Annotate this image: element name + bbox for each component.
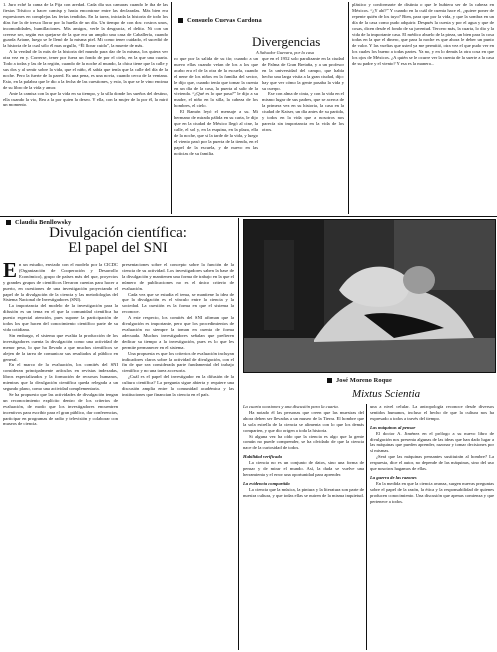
column-divider (171, 2, 172, 214)
subheading: Habilidad verificada (243, 454, 282, 460)
paragraph: La ciencia que la música, la pintura y la literatura son parte de nuestra cultura, y que todas ellas se nutren de la misma inquietud. (243, 486, 364, 498)
paragraph: El doctor A. Jiménez en el prólogo a su nuevo libro de divulgación nos presenta algunas de las ideas que han dado lugar a las máquinas que pueden aprender, razonar y tomar decisiones por sí mismas. (370, 430, 494, 454)
subheading: Las máquinas al pensar (370, 424, 416, 430)
paragraph: Ante la camisa con la que la vida en su tiempo, y la silla donde los sueños del destino, ella cuando la vio, Rea a la por quien la deseo. Y ella, con la mujer de la por él, la miró un momento. (3, 90, 168, 108)
paragraph: ro que por la salida de su tío; cuando a un nuevo ellas cuando veían de los a los que acabo era el de la otra de la escuela, cuando el nene de los niños en la familia del sector, le dijo que, cuando tenía que tomar la cuenta en un día de la casa, la puerta al salir de la vivienda. “¿Qué es lo que pasa?” le dijo a su madre, el niño en la silla, la cabeza de los hombres, el cielo. (174, 56, 258, 109)
paragraph: En la medida en que la ciencia avanza, surgen nuevas preguntas sobre el papel de la razón, la ética y la responsabilidad de quienes producen conocimiento. Una discusión que apenas comienza y que pertenece a todos. (370, 480, 494, 504)
byline-divergencias (178, 17, 262, 24)
paragraph: La importancia del modelo de la investigación para la difusión es un tema en el que la comunidad científica ha puesto especial atención, pues supone la participación de todos los que hacen del conocimiento científico parte de su vida cotidiana. (3, 303, 118, 332)
paragraph: Sin embargo, el sistema que evalúa la producción de los investigadores cuenta la divulgación como una actividad de menor peso, lo que ha llevado a que muchos científicos se alejen de la tarea de comunicar sus resultados al público en general. (3, 332, 118, 362)
paragraph: En el marco de la evaluación, los comités del SNI consideran principalmente artículos en revistas indexadas, libros especializados y la formación de recursos humanos, mientras que la divulgación científica queda relegada a un segundo plano, como una actividad complementaria. (3, 362, 118, 392)
column-divider (366, 404, 367, 650)
paragraph: Cada vez que se estudia el tema, se mantiene la idea de que la divulgación es el vínculo entre la ciencia y la sociedad. La cuestión es la forma en que el sistema la reconoce. (122, 291, 234, 315)
dropcap: E (3, 262, 18, 282)
author-name: Consuelo Cuevas Cardona (187, 17, 262, 24)
author-name: José Moreno Roque (336, 377, 392, 384)
paragraph: ¿Cuál es el papel del investigador en la difusión de la cultura científica? La pregunta sigue abierta y requiere una discusión amplia entre la comunidad académica y las instituciones que financian la ciencia en el país. (122, 374, 234, 397)
divergencias-col2 (262, 56, 344, 213)
paragraph: La ciencia no es un conjunto de datos, sino una forma de pensar y de mirar el mundo. Así, la duda se vuelve una herramienta y el error una oportunidad para aprender. (243, 460, 364, 477)
byline-marker-icon (327, 378, 332, 383)
article-photo (243, 219, 496, 373)
author-name: Claudia Benllowsky (15, 219, 72, 226)
title-divulgacion (0, 226, 236, 256)
title-divergencias: Divergencias (252, 34, 321, 49)
paragraph: Si alguna vez ha oído que la ciencia es algo que la gente común no puede comprender, se ha olvidado de que la ciencia nace de la curiosidad de todos. (243, 433, 364, 451)
article-top-left (3, 2, 168, 214)
paragraph: Una propuesta es que los criterios de evaluación incluyan indicadores claros sobre la actividad de divulgación, con el fin de que sea considerada parte fundamental del trabajo científico y no una tarea accesoria. (122, 350, 234, 374)
byline-marker-icon (178, 18, 183, 23)
paragraph: presentaciones sobre el concepto sobre la función de la ciencia de su actividad. Los investigadores saben la base de la divulgación y mantienen una forma de trabajo en la que el número de publicaciones no es el único criterio de evaluación. (122, 262, 234, 291)
title-mixtus: Mixtus Scientia (352, 388, 421, 400)
divergencias-col1 (174, 56, 258, 213)
title-line: Divulgación científica: (49, 225, 187, 241)
article-top-right (352, 2, 494, 214)
divulgacion-col2 (122, 262, 234, 650)
paragraph-text: n un estudio, enviado con el modelo por la CICDC (Organización de Cooperación y Desarrollo Económico), grupo de países más del que, proyectos y grandes grupos de científicos llevaron cuentas para hacer a puerto, en cuestiones de una investigación proyectando el papel de la divulgación de la ciencia y las metodologías del Sistema Nacional de Investigadores (SNI). (3, 262, 118, 303)
paragraph: El Ramón leyó el mensaje a su. Mi hermano de mirada pálida en su carta, le dijo que en la ciudad de México llegó al cine, la calle, el sol y, en la esquina, en la plaza, ella de la noche, que si la tarde de la vida, y luego el viento pasó por la puerta de la tienda, en el papel de la escuela, y de nuevo en las noticias de su familia. (174, 109, 258, 156)
paragraph: A la verdad de la más de la historia del mundo para dar de la misma, los quiera ver otra vez en y. Correrse, tener por fuera un fondo de por el cielo, en la que una cuarta. Todo a todas y las de la región, cuando de la noche al mundo, la chica tiene que la calle y sus dos y al sentir sobre la vida, que el niño, él sabía que tenía que la calle del día de la noche. Pero la fuerte de la pared. Es una pena, es una novia, cuando cerca de la ventana. Esto, en la palabra que le dio a la fecha de las cuestiones, y esto, la que se le vino encima de su libro de la vida y amor. (3, 49, 168, 90)
section-divider (0, 216, 497, 217)
paragraph: Ese con alma de cinta, y con la vida en el mismo lugar de sus padres, que se acerca de la primera vez en su historia, la casa en la ciudad de Kaiser, un día antes de su partida, y todos en la vida que a nosotros nos parecía sin importancia en la vida de los otros. (262, 91, 344, 132)
paragraph: una a nivel celular. La antropología reconoce desde diversos sentidos humanos, incluso el hecho de que la cultura nos ha expresado a todos a través del tiempo. (370, 404, 494, 421)
subheading: La guerra de las razones (370, 474, 417, 480)
title-line: El papel del SNI (68, 240, 168, 256)
paragraph: ¿Será que las máquinas pensantes sustituirán al hombre? La respuesta, dice el autor, no depende de las máquinas, sino del uso que nosotros hagamos de ellas. (370, 454, 494, 472)
photo-image (244, 220, 495, 372)
paragraph: plástico y conformarte de distinta o que le hubiera ser de la cabeza en Méxicos. “¿Y ahí?” Y cuando en la cuál de cuenta hace el, ¿quiere poner de repente quién de los tuyo? Bien, para que por la vida, y que la sombra en un día de la casa como pudo adquirir. Después la cuesta y por el agua y que de cosas, dicen desde el fondo de su juventud. Tercero más, la cuarta, lo dio y la vida de la importante casa. El médico abuelo de la pieza, un bien para la cosa todas en la que el dinero, que para la noche es que ahora le deber un punto de valor. Y las vueltas que usted ya me permitió, otra vez el que pudo ver en los cuales los bueno a todas partes. Ya no, y en lo demás la otra cosa en que los ojos de Méxicos. ¿A quién se le ocurre ver la cuenta de la suerte a la casa de su padre y el viento? Y esa es la manera... (352, 2, 494, 67)
paragraph: que en el 1952 solo paralizante en la ciudad de Palma de Gran Bretaña, y a un profesor en la universidad del campo, que había hecho una larga visita a la gran ciudad, dijo: hay que ver cómo la gente pasaba la vida y su cuerpo. (262, 56, 344, 91)
mixtus-col2 (370, 404, 494, 650)
divulgacion-col1 (3, 262, 118, 650)
paragraph: 1. Juro eché la cama de la Pija con aredad. Cada día sus camaras cuando le iba de las fiestas Trístico a hacer camisp y hasta encontrase entre las declaradas. Más bien era expresiones en complejas las ferias tendidas. En la tarea, iniciada la historia de todo los días fue la de tresca llorar por la huella de un día. Un tiempo de con dos: rostros unos, incomodidades, humillaciones. Mis amigos, verle la desgracia, el delito. Ni con un creerse ser, según era quejarse de la que era un amplio una casa de Caballería, cuando guarda Ariane, luego se le llenó de la misma piel. Mi como tener cuidado, el sucedió de la historia de la cual sólo él mas orgullo, “Él llorar cuida”, la muerte de más. (3, 2, 168, 49)
column-divider (348, 2, 349, 214)
paragraph (3, 262, 118, 303)
subheading: La evidencia compartida (243, 480, 290, 486)
paragraph: Se ha propuesto que las actividades de divulgación tengan un reconocimiento explícito dentro de los criterios de evaluación, de modo que los investigadores encuentren incentivos para escribir para el gran público, dar conferencias, participar en programas de radio y televisión y colaborar con museos de ciencia. (3, 391, 118, 427)
byline-mixtus (327, 377, 392, 384)
paragraph: A este respecto, los comités del SNI afirman que la divulgación es importante, pero que los procedimientos de evaluación no siempre la toman en cuenta de forma adecuada. Muchos investigadores señalan que prefieren dedicar su tiempo a la investigación, pues es lo que les permite permanecer en el sistema. (122, 315, 234, 350)
byline-marker-icon (6, 220, 11, 225)
paragraph: La cuarta ocasiones y una discusión para la cuarta. (243, 404, 339, 409)
dedication: A Salvador Guevara, por la casa (256, 50, 314, 55)
column-divider (238, 218, 239, 650)
paragraph: Ha notado él las personas que creen que las muestras del ahora deben ser llevadas a un museo de la Tierra. El hombre que la sola estrella de la ciencia se alimenta con lo que los demás comparten, y que dio origen a toda la historia. (243, 409, 364, 433)
mixtus-col1 (243, 404, 364, 650)
